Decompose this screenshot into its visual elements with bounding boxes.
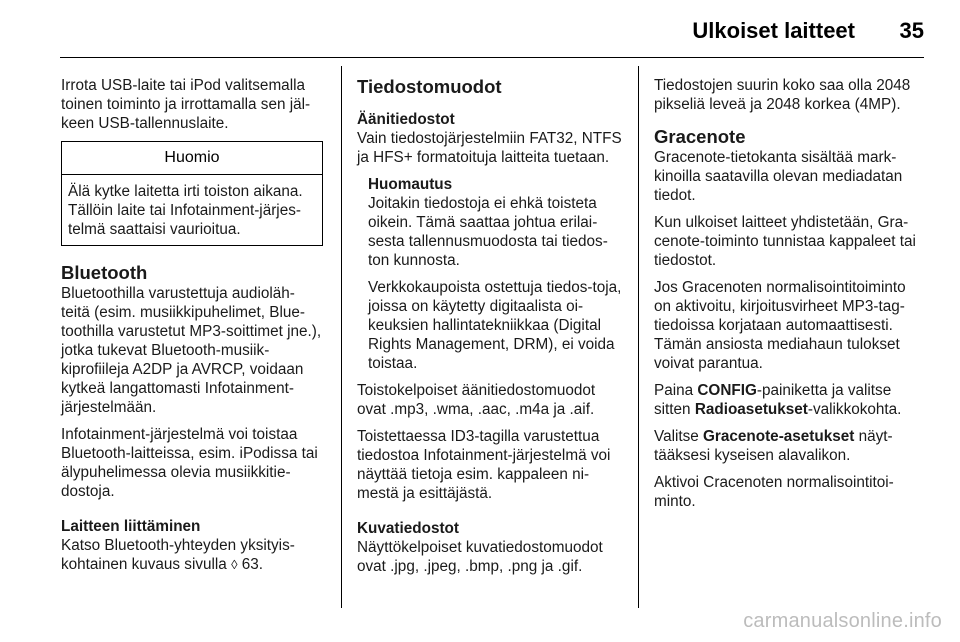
gracenote-paragraph-1: Gracenote-tietokanta sisältää mark-kinoilla saatavilla olevan mediadatan tiedot. xyxy=(654,149,903,204)
gracenote-heading: Gracenote xyxy=(654,126,746,147)
column-divider-left xyxy=(341,66,342,608)
id3-paragraph: Toistettaessa ID3-tagilla varustettua tiedostoa Infotainment-järjestelmä voi näyttää tietoja esim. kappaleen ni-mestä ja esittäjästä. xyxy=(357,428,611,502)
running-header-title: Ulkoiset laitteet xyxy=(692,18,855,43)
gracenote-p5-text-a: Valitse xyxy=(654,428,704,445)
caution-title: Huomio xyxy=(62,142,322,175)
gracenote-paragraph-3: Jos Gracenoten normalisointitoiminto on aktivoitu, kirjoitusvirheet MP3-tag-tiedoissa korjataan automaattisesti. Tämän ansiosta mediahaun tulokset voivat parantua. xyxy=(654,279,906,372)
image-files-text: Näyttökelpoiset kuvatiedostomuodot ovat .jpg, .jpeg, .bmp, .png ja .gif. xyxy=(357,539,603,575)
gracenote-paragraph-4 xyxy=(654,381,922,419)
page-number: 35 xyxy=(899,18,924,43)
column-left xyxy=(61,76,323,582)
bluetooth-paragraph-2: Infotainment-järjestelmä voi toistaa Bluetooth-laitteissa, esim. iPodissa tai älypuhelimessa olevia musiikkitie-dostoja. xyxy=(61,426,318,500)
audio-formats-paragraph: Toistokelpoiset äänitiedostomuodot ovat .mp3, .wma, .aac, .m4a ja .aif. xyxy=(357,382,596,418)
gracenote-p5-text-b: näyt-tääksesi kyseisen alavalikon. xyxy=(654,428,893,464)
column-right xyxy=(654,76,922,519)
file-formats-heading: Tiedostomuodot xyxy=(357,76,502,97)
note-block xyxy=(357,175,622,373)
caution-text: Älä kytke laitetta irti toiston aikana. Tällöin laite tai Infotainment-järjes-telmä saattaisi vaurioitua. xyxy=(68,183,303,238)
gracenote-p4-text-c: -valikkokohta. xyxy=(807,401,902,418)
column-divider-right xyxy=(638,66,639,608)
note-paragraph-1: Joitakin tiedostoja ei ehkä toisteta oikein. Tämä saattaa johtua erilai-sesta tallennusmuodosta tai tiedos-ton kunnosta. xyxy=(368,195,608,269)
connect-device-heading: Laitteen liittäminen xyxy=(61,518,201,535)
image-size-paragraph: Tiedostojen suurin koko saa olla 2048 pikseliä leveä ja 2048 korkea (4MP). xyxy=(654,77,911,113)
gracenote-paragraph-5 xyxy=(654,427,922,465)
config-button-label: CONFIG xyxy=(697,382,757,399)
connect-device-text xyxy=(61,536,323,574)
page-reference-link[interactable]: 63. xyxy=(241,556,264,573)
watermark: carmanualsonline.info xyxy=(743,610,942,632)
bluetooth-heading: Bluetooth xyxy=(61,262,148,283)
gracenote-paragraph-2: Kun ulkoiset laitteet yhdistetään, Gra-cenote-toiminto tunnistaa kappaleet tai tiedostot. xyxy=(654,214,916,269)
intro-paragraph: Irrota USB-laite tai iPod valitsemalla toinen toiminto ja irrottamalla sen jäl-keen USB-tallennuslaite. xyxy=(61,77,311,132)
audio-files-text: Vain tiedostojärjestelmiin FAT32, NTFS ja HFS+ formatoituja laitteita tuetaan. xyxy=(357,130,622,166)
gracenote-paragraph-6: Aktivoi Cracenoten normalisointitoi-minto. xyxy=(654,474,894,510)
note-paragraph-2: Verkkokaupoista ostettuja tiedos-toja, joissa on käytetty digitaalista oi-keuksien hallintatekniikkaa (Digital Rights Management, DRM), ei voida toistaa. xyxy=(368,279,622,372)
column-middle xyxy=(357,76,622,584)
page-reference-arrow-icon: ◊ xyxy=(231,557,238,572)
gracenote-settings-label: Gracenote-asetukset xyxy=(703,428,855,445)
connect-device-body: Katso Bluetooth-yhteyden yksityis-kohtainen kuvaus sivulla xyxy=(61,537,295,573)
audio-files-heading: Äänitiedostot xyxy=(357,111,455,128)
gracenote-p4-text-a: Paina xyxy=(654,382,698,399)
gracenote-p4-text-b: -painiketta ja valitse sitten xyxy=(654,382,892,418)
bluetooth-paragraph-1: Bluetoothilla varustettuja audioläh-teitä (esim. musiikkipuhelimet, Blue-toothilla varustetut MP3-soittimet jne.), jotka tukevat Bluetooth-musiik-kiprofiileja A2DP ja AVRCP, voidaan kytkeä langattomasti Infotainment-järjestelmään. xyxy=(61,285,322,416)
note-label: Huomautus xyxy=(368,176,453,193)
header-rule xyxy=(60,57,924,58)
caution-box xyxy=(61,141,323,246)
radio-settings-menu-label: Radioasetukset xyxy=(694,401,808,418)
image-files-heading: Kuvatiedostot xyxy=(357,520,459,537)
